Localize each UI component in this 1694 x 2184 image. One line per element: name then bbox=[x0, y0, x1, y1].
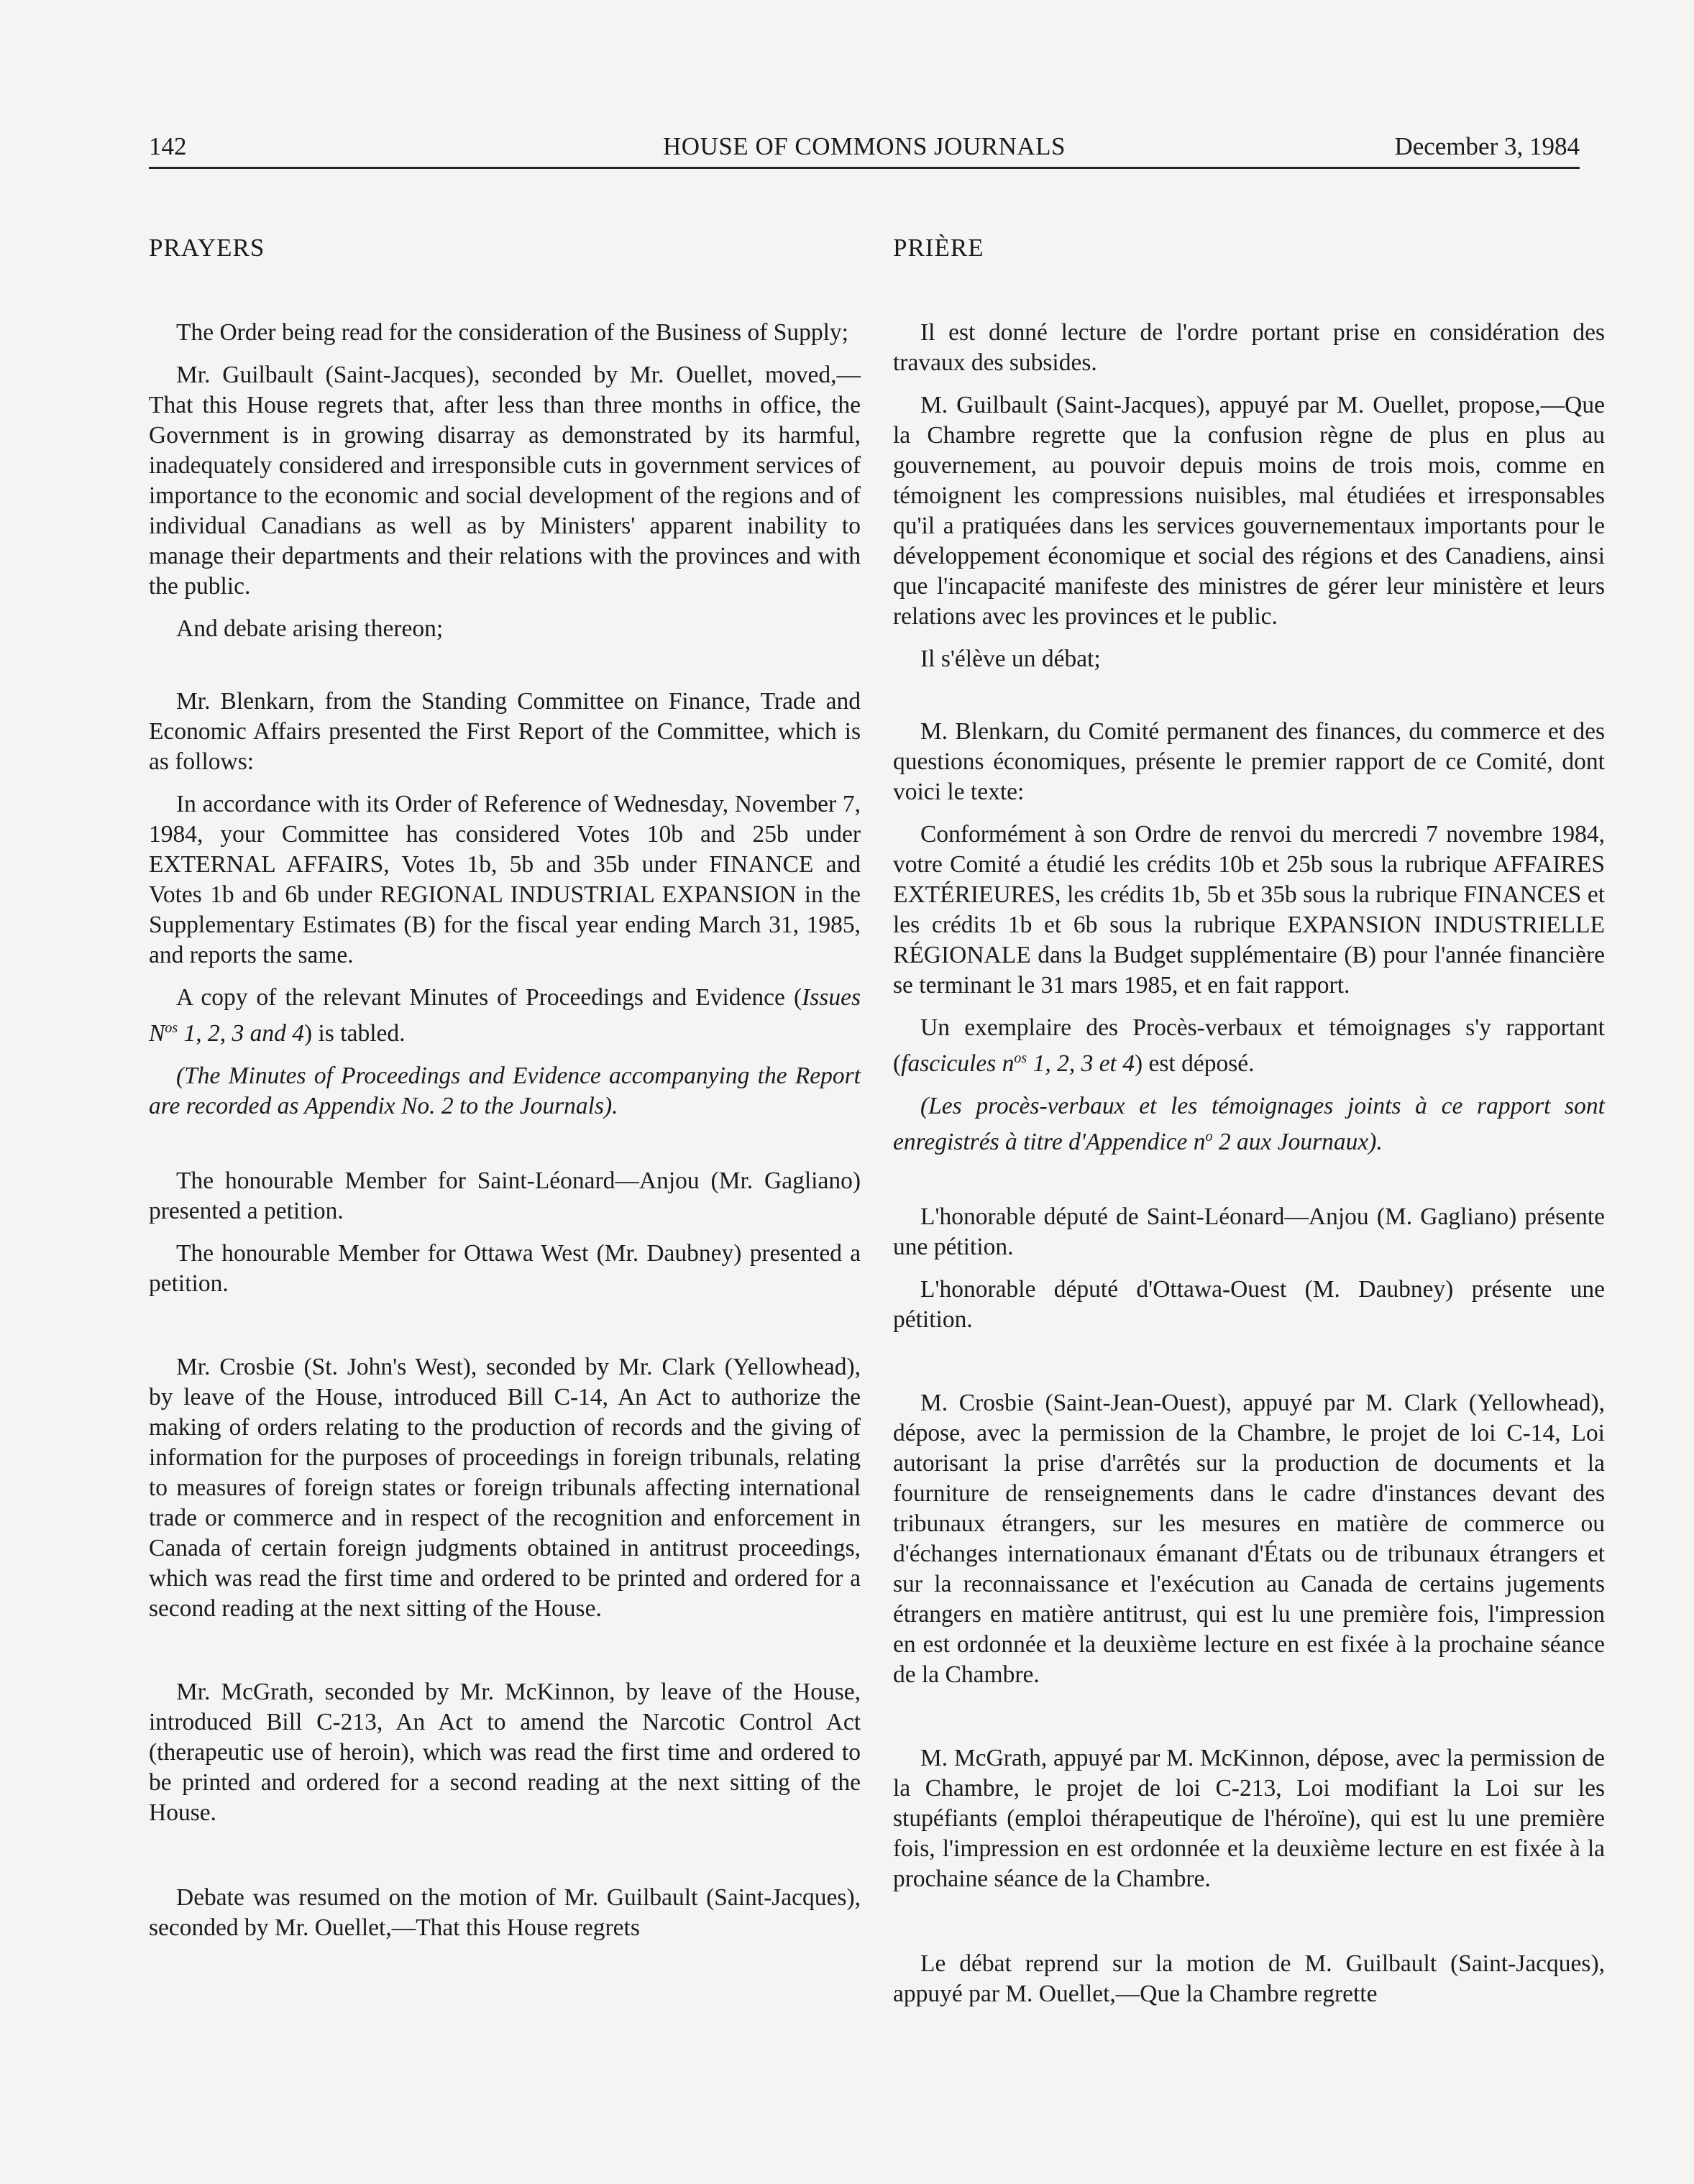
appendix-note-fr: (Les procès-verbaux et les témoignages joints à ce rapport sont enregistrés à titre d'Appendice $n^o$ 2 aux Journaux). bbox=[893, 1093, 1605, 1156]
debate-resumed-fr: Le débat reprend sur la motion de M. Guilbault (Saint-Jacques), appuyé par M. Ouellet,—Que la Chambre regrette bbox=[893, 1950, 1605, 2008]
page-number: 142 bbox=[149, 132, 187, 160]
debate-resumed-en: Debate was resumed on the motion of Mr. Guilbault (Saint-Jacques), seconded by Mr. Ouellet,—That this House regrets bbox=[149, 1884, 861, 1942]
supply-intro-en: The Order being read for the consideration of the Business of Supply; bbox=[176, 319, 848, 346]
report-body-fr: Conformément à son Ordre de renvoi du mercredi 7 novembre 1984, votre Comité a étudié les crédits 10b et 25b sous la rubrique AFFAIRES EXTÉRIEURES, les crédits 1b, 5b et 35b sous la rubrique FINANCES et les crédits 1b et 6b sous la rubrique EXPANSION INDUSTRIELLE RÉGIONALE dans la Budget supplémentaire (B) pour l'année financière se terminant le 31 mars 1985, et en fait rapport. bbox=[893, 821, 1605, 999]
supply-motion-fr: M. Guilbault (Saint-Jacques), appuyé par M. Ouellet, propose,—Que la Chambre regrette que la confusion règne de plus en plus au gouvernement, au pouvoir depuis moins de trois mois, comme en témoignent les compressions nuisibles, mal étudiées et irresponsables qu'il a pratiquées dans les services gouvernementaux importants pour le développement économique et social des régions et des Canadiens, ainsi que l'incapacité manifeste des ministres de gérer leur ministère et leurs relations avec les provinces et le public. bbox=[893, 392, 1605, 630]
supply-intro-fr: Il est donné lecture de l'ordre portant prise en considération des travaux des subsides. bbox=[893, 319, 1605, 376]
minutes-copy-fr: Un exemplaire des Procès-verbaux et témoignages s'y rapportant (fascicules $n^{os}$ 1, 2, 3 et 4) est déposé. bbox=[893, 1014, 1605, 1078]
bill-c14-en: Mr. Crosbie (St. John's West), seconded by Mr. Clark (Yellowhead), by leave of the House, introduced Bill C-14, An Act to authorize the making of orders relating to the production of records and the giving of information for the purposes of proceedings in foreign tribunals, relating to measures of foreign states or foreign tribunals affecting international trade or commerce and in respect of the recognition and enforcement in Canada of certain foreign judgments obtained in antitrust proceedings, which was read the first time and ordered to be printed and ordered for a second reading at the next sitting of the House. bbox=[149, 1354, 861, 1623]
debate-arising-fr: Il s'élève un débat; bbox=[920, 646, 1101, 672]
journal-title: HOUSE OF COMMONS JOURNALS bbox=[663, 132, 1066, 160]
section-heading-prayers: PRAYERS bbox=[149, 234, 265, 262]
supply-motion-en: Mr. Guilbault (Saint-Jacques), seconded by Mr. Ouellet, moved,—That this House regrets that, after less than three months in office, the Government is in growing disarray as demonstrated by its harmful, inadequately considered and irresponsible cuts in government services of importance to the economic and social development of the regions and of individual Canadians as well as by Ministers' apparent inability to manage their departments and their relations with the provinces and with the public. bbox=[149, 362, 861, 600]
report-body-en: In accordance with its Order of Reference of Wednesday, November 7, 1984, your Committee has considered Votes 10b and 25b under EXTERNAL AFFAIRS, Votes 1b, 5b and 35b under FINANCE and Votes 1b and 6b under REGIONAL INDUSTRIAL EXPANSION in the Supplementary Estimates (B) for the fiscal year ending March 31, 1985, and reports the same. bbox=[149, 791, 861, 968]
section-heading-priere: PRIÈRE bbox=[893, 234, 984, 262]
english-column bbox=[149, 223, 861, 1955]
minutes-copy-en: A copy of the relevant Minutes of Proceedings and Evidence (Issues $N^{os}$ 1, 2, 3 and 4) is tabled. bbox=[149, 984, 861, 1047]
appendix-note-en: (The Minutes of Proceedings and Evidence accompanying the Report are recorded as Appendix No. 2 to the Journals). bbox=[149, 1063, 861, 1120]
french-column bbox=[893, 223, 1605, 2022]
report-intro-fr: M. Blenkarn, du Comité permanent des finances, du commerce et des questions économiques, présente le premier rapport de ce Comité, dont voici le texte: bbox=[893, 718, 1605, 805]
bill-c213-fr: M. McGrath, appuyé par M. McKinnon, dépose, avec la permission de la Chambre, le projet de loi C-213, Loi modifiant la Loi sur les stupéfiants (emploi thérapeutique de l'héroïne), qui est lu une première fois, l'impression en est ordonnée et la deuxième lecture en est fixée à la prochaine séance de la Chambre. bbox=[893, 1745, 1605, 1893]
bill-c213-en: Mr. McGrath, seconded by Mr. McKinnon, by leave of the House, introduced Bill C-213, An Act to amend the Narcotic Control Act (therapeutic use of heroin), which was read the first time and ordered to be printed and ordered for a second reading at the next sitting of the House. bbox=[149, 1679, 861, 1827]
report-intro-en: Mr. Blenkarn, from the Standing Committee on Finance, Trade and Economic Affairs presented the First Report of the Committee, which is as follows: bbox=[149, 688, 861, 775]
petition-daubney-fr: L'honorable député d'Ottawa-Ouest (M. Daubney) présente une pétition. bbox=[893, 1276, 1605, 1334]
petition-gagliano-fr: L'honorable député de Saint-Léonard—Anjou (M. Gagliano) présente une pétition. bbox=[893, 1203, 1605, 1261]
bill-c14-fr: M. Crosbie (Saint-Jean-Ouest), appuyé par M. Clark (Yellowhead), dépose, avec la permission de la Chambre, le projet de loi C-14, Loi autorisant la prise d'arrêtés sur la production de documents et la fourniture de renseignements dans le cadre d'instances devant des tribunaux étrangers, sur les mesures en matière de commerce ou d'échanges internationaux émanant d'États ou de tribunaux étrangers et sur la reconnaissance et l'exécution au Canada de certains jugements étrangers en matière antitrust, qui est lu une première fois, l'impression en est ordonnée et la deuxième lecture en est fixée à la prochaine séance de la Chambre. bbox=[893, 1390, 1605, 1689]
page-header bbox=[149, 129, 1580, 169]
debate-arising-en: And debate arising thereon; bbox=[176, 615, 444, 642]
journal-date: December 3, 1984 bbox=[1394, 132, 1580, 160]
petition-daubney-en: The honourable Member for Ottawa West (Mr. Daubney) presented a petition. bbox=[149, 1240, 861, 1298]
petition-gagliano-en: The honourable Member for Saint-Léonard—Anjou (Mr. Gagliano) presented a petition. bbox=[149, 1167, 861, 1225]
